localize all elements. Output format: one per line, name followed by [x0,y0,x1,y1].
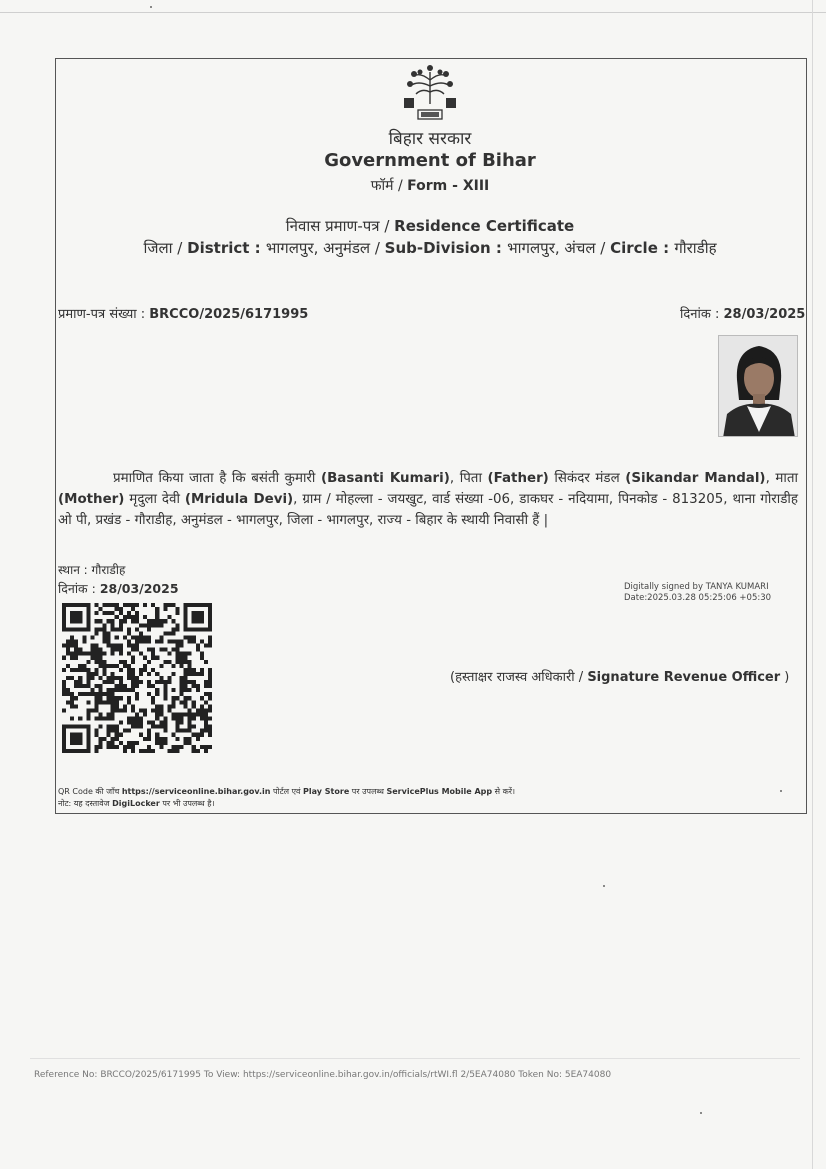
portal-link[interactable]: https://serviceonline.bihar.gov.in [121,787,271,796]
footer-date-line [58,580,179,597]
note-part: DigiLocker [112,799,160,808]
note-part: ServicePlus Mobile App [386,787,493,796]
note-part: से करें। [492,787,516,796]
scan-speck [150,6,152,8]
father-name-english: (Sikandar Mandal) [625,471,766,486]
scan-speck [700,1112,702,1114]
certificate-body-text [58,468,798,531]
certificate-date-label: दिनांक : [680,307,724,322]
header-hindi-govt: बिहार सरकार [388,129,472,149]
digital-signature-info [624,582,771,604]
signature-line [450,667,789,685]
applicant-name-english: (Basanti Kumari) [320,471,450,486]
body-part: मृदुला देवी [124,492,185,507]
circle-value: गौराडीह [674,239,717,257]
scan-speck [603,885,605,887]
form-number [0,176,826,195]
district-value: भागलपुर, अनुमंडल / [265,239,385,257]
certificate-date-value: 28/03/2025 [723,307,806,322]
note-part: Play Store [303,787,350,796]
place-line: स्थान : गौराडीह [58,563,126,577]
certificate-number-label: प्रमाण-पत्र संख्या : [58,307,150,322]
qr-code-icon [62,603,212,753]
footer-date-label: दिनांक : [58,581,100,596]
certificate-number [58,304,308,322]
digital-signer: Digitally signed by TANYA KUMARI [624,582,769,592]
body-part: सिकंदर मंडल [548,471,626,486]
subdivision-value: भागलपुर, अंचल / [507,239,611,257]
digilocker-note [58,798,215,809]
body-part: , ग्राम / मोहल्ला - जयखुट, वार्ड संख्या -06, डाकघर - नदियामा, पिनकोड - 813205, थाना गोराडीह ओ पी, प्रखंड - गौराडीह, अनुमंडल - भागलपुर, जिला - भागलपुर, राज्य - बिहार के स्थायी निवासी हैं | [58,492,798,528]
district-label-english: District : [187,239,266,257]
reference-line: Reference No: BRCCO/2025/6171995 To View: https://serviceonline.bihar.gov.in/officials/rtWI.fl 2/5EA74080 Token No: 5EA74080 [34,1070,612,1080]
form-label-hindi: फॉर्म / [370,178,408,194]
digital-sign-date: Date:2025.03.28 05:25:06 +05:30 [624,593,772,603]
scan-speck [780,790,782,792]
body-part: , माता [765,471,799,486]
father-label: (Father) [487,471,549,486]
district-line [0,238,826,258]
note-part: QR Code की जाँच [58,787,122,796]
mother-name-english: (Mridula Devi) [184,492,294,507]
note-part: पर भी उपलब्ध है। [159,799,215,808]
footer-date-value: 28/03/2025 [99,581,179,596]
mother-label: (Mother) [58,492,125,507]
district-label-hindi: जिला / [143,239,188,257]
certificate-number-value: BRCCO/2025/6171995 [149,307,309,322]
bihar-emblem-icon [398,60,462,124]
qr-verification-note [58,786,515,797]
applicant-photo [718,335,798,437]
title-hindi: निवास प्रमाण-पत्र / [285,217,395,235]
certificate-date [680,304,805,322]
title-english: Residence Certificate [394,217,575,235]
note-part: पोर्टल एवं [270,787,304,796]
header-english-govt: Government of Bihar [324,150,536,171]
body-part: , पिता [449,471,488,486]
note-part: पर उपलब्ध [349,787,387,796]
certificate-title [0,216,826,236]
body-part: प्रमाणित किया जाता है कि बसंती कुमारी [113,471,321,486]
circle-label: Circle : [610,239,675,257]
signature-label-english: Signature Revenue Officer [587,670,781,685]
form-label-english: Form - XIII [407,178,490,194]
page-edge [0,12,826,13]
note-part: नोट: यह दस्तावेज [58,799,113,808]
subdivision-label: Sub-Division : [384,239,508,257]
reference-divider [30,1058,800,1059]
signature-close: ) [780,670,790,685]
signature-label-hindi: (हस्ताक्षर राजस्व अधिकारी / [450,670,588,685]
